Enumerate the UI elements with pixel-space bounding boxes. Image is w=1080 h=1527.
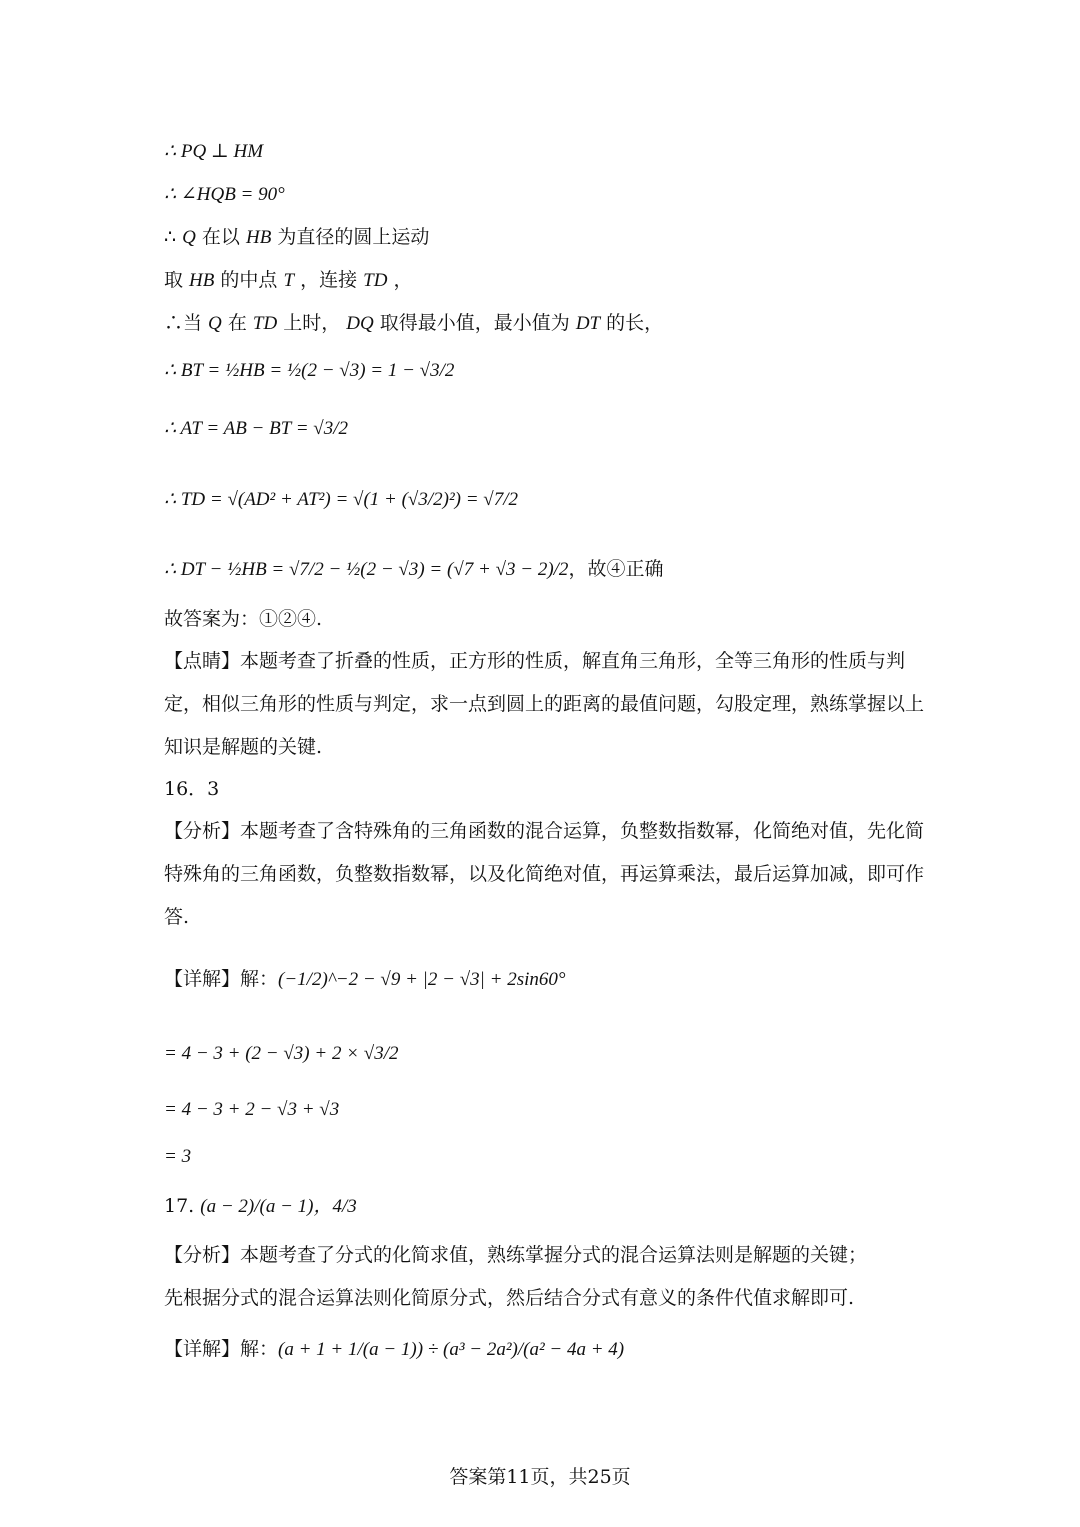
step-2: = 4 − 3 + 2 − √3 + √3 — [164, 1099, 340, 1120]
step-1: = 4 − 3 + (2 − √3) + 2 × √3/2 — [164, 1043, 399, 1064]
line-td-formula: ∴ TD = √(AD² + AT²) = √(1 + (√3/2)²) = √7/2 — [164, 489, 519, 510]
fenxi-17-line-1: 【分析】本题考查了分式的化简求值，熟练掌握分式的混合运算法则是解题的关键； — [164, 1244, 868, 1266]
fenxi-16-paragraph: 【分析】本题考查了含特殊角的三角函数的混合运算，负整数指数幂，化简绝对值，先化简特殊角的三角函数，负整数指数幂，以及化简绝对值，再运算乘法，最后运算加减，即可作答. — [164, 820, 925, 928]
step-3: = 3 — [164, 1146, 192, 1167]
line-angle-hqb: ∴ ∠HQB = 90° — [164, 184, 285, 205]
line-dt-formula: ∴ DT − ½HB = √7/2 − ½(2 − √3) = (√7 + √3 − 2)/2，故④正确 — [164, 558, 664, 580]
page-footer: 答案第11页，共25页 — [449, 1466, 631, 1488]
question-16-answer: 16．3 — [164, 778, 220, 800]
fenxi-17-line-2: 先根据分式的混合运算法则化简原分式，然后结合分式有意义的条件代值求解即可. — [164, 1287, 855, 1309]
line-midpoint-t: 取 HB 的中点 T ，连接 TD ， — [164, 269, 413, 291]
xiangjie-17: 【详解】解：(a + 1 + 1/(a − 1)) ÷ (a³ − 2a²)/(a² − 4a + 4) — [164, 1338, 625, 1360]
answer-15: 故答案为：①②④. — [164, 608, 323, 630]
dianjing-paragraph: 【点睛】本题考查了折叠的性质，正方形的性质，解直角三角形，全等三角形的性质与判定，相似三角形的性质与判定，求一点到圆上的距离的最值问题，勾股定理，熟练掌握以上知识是解题的关键. — [164, 650, 925, 758]
line-pq-perp-hm: ∴ PQ ⊥ HM — [164, 141, 264, 162]
line-dq-min: ∴当 Q 在 TD 上时， DQ 取得最小值，最小值为 DT 的长， — [164, 312, 664, 334]
xiangjie-16: 【详解】解：(−1/2)^−2 − √9 + |2 − √3| + 2sin60° — [164, 968, 566, 990]
line-bt-formula: ∴ BT = ½HB = ½(2 − √3) = 1 − √3/2 — [164, 360, 455, 381]
question-17-answer: 17. (a − 2)/(a − 1)，4/3 — [164, 1195, 357, 1217]
line-q-on-circle: ∴ Q 在以 HB 为直径的圆上运动 — [164, 226, 430, 248]
line-at-formula: ∴ AT = AB − BT = √3/2 — [164, 418, 348, 439]
